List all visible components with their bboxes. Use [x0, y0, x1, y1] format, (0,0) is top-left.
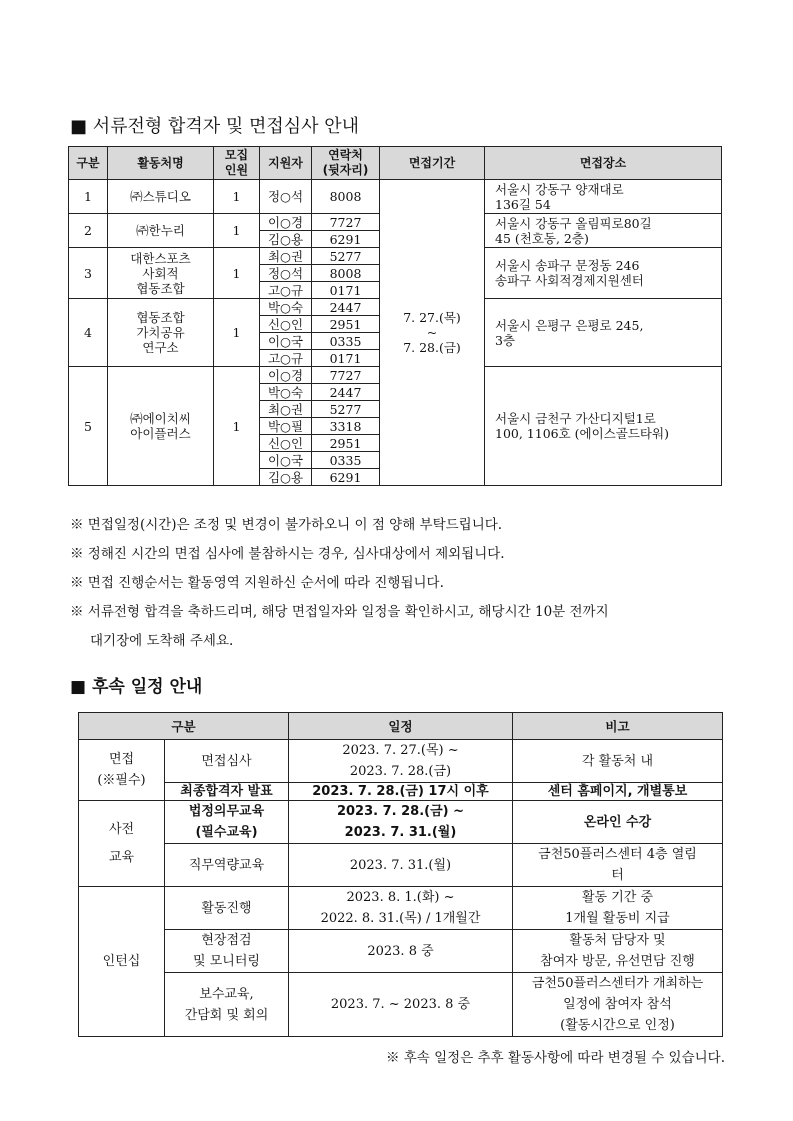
applicant-name: 이○국	[260, 452, 312, 469]
applicant-phone: 2447	[312, 299, 380, 316]
applicant-name: 이○국	[260, 333, 312, 350]
applicant-phone: 0171	[312, 350, 380, 367]
schedule-cell: 2023. 7. 31.(월)	[289, 844, 513, 887]
applicant-name: 박○숙	[260, 384, 312, 401]
note-cell: 센터 홈페이지, 개별통보	[513, 783, 723, 801]
org-name: ㈜스튜디오	[108, 180, 214, 214]
col-header: 구분	[79, 713, 289, 740]
recruit-count: 1	[214, 214, 260, 248]
col-header: 활동처명	[108, 147, 214, 180]
schedule-cell: 2023. 7. 27.(목) ~ 2023. 7. 28.(금)	[289, 740, 513, 783]
applicant-phone: 2447	[312, 384, 380, 401]
category-cell: 면접 (※필수)	[79, 740, 165, 801]
recruit-count: 1	[214, 180, 260, 214]
applicant-name: 최○권	[260, 248, 312, 265]
applicant-phone: 2951	[312, 316, 380, 333]
note-cell: 금천50플러스센터가 개최하는 일정에 참여자 참석 (활동시간으로 인정)	[513, 973, 723, 1037]
interview-period: 7. 27.(목) ~ 7. 28.(금)	[380, 180, 485, 486]
applicant-phone: 6291	[312, 469, 380, 486]
table-row	[79, 887, 723, 930]
interview-place: 서울시 강동구 양재대로 136길 54	[485, 180, 722, 214]
col-header: 연락처 (뒷자리)	[312, 147, 380, 180]
group-number: 5	[69, 367, 108, 486]
schedule-cell: 2023. 7. 28.(금) ~ 2023. 7. 31.(월)	[289, 801, 513, 844]
org-name: ㈜한누리	[108, 214, 214, 248]
applicant-phone: 8008	[312, 180, 380, 214]
applicant-name: 정○석	[260, 265, 312, 282]
interview-place: 서울시 금천구 가산디지털1로 100, 1106호 (에이스골드타워)	[485, 367, 722, 486]
applicant-name: 신○인	[260, 316, 312, 333]
recruit-count: 1	[214, 299, 260, 367]
item-cell: 직무역량교육	[165, 844, 289, 887]
applicant-name: 최○권	[260, 401, 312, 418]
category-cell: 사전 교육	[79, 801, 165, 887]
org-name: ㈜에이치씨 아이플러스	[108, 367, 214, 486]
interview-table	[68, 146, 722, 486]
category-cell: 인턴십	[79, 887, 165, 1037]
applicant-phone: 5277	[312, 401, 380, 418]
applicant-name: 이○경	[260, 214, 312, 231]
applicant-phone: 6291	[312, 231, 380, 248]
table-row	[79, 930, 723, 973]
applicant-phone: 7727	[312, 214, 380, 231]
header-row	[69, 147, 722, 180]
table-row	[69, 180, 722, 214]
group-number: 3	[69, 248, 108, 299]
note: 대기장에 도착해 주세요.	[90, 633, 234, 649]
applicant-name: 이○경	[260, 367, 312, 384]
item-cell: 보수교육, 간담회 및 회의	[165, 973, 289, 1037]
item-cell: 활동진행	[165, 887, 289, 930]
col-header: 면접기간	[380, 147, 485, 180]
applicant-name: 고○규	[260, 350, 312, 367]
applicant-name: 정○석	[260, 180, 312, 214]
col-header: 지원자	[260, 147, 312, 180]
table-row	[79, 801, 723, 844]
recruit-count: 1	[214, 248, 260, 299]
item-cell: 법정의무교육 (필수교육)	[165, 801, 289, 844]
section1-title: ■ 서류전형 합격자 및 면접심사 안내	[70, 116, 360, 137]
note: ※ 정해진 시간의 면접 심사에 불참하시는 경우, 심사대상에서 제외됩니다.	[70, 546, 505, 562]
col-header: 구분	[69, 147, 108, 180]
group-number: 1	[69, 180, 108, 214]
note: ※ 서류전형 합격을 축하드리며, 해당 면접일자와 일정을 확인하시고, 해당시간 10분 전까지	[70, 604, 609, 620]
note-cell: 활동처 담당자 및 참여자 방문, 유선면담 진행	[513, 930, 723, 973]
applicant-phone: 0335	[312, 333, 380, 350]
applicant-phone: 2951	[312, 435, 380, 452]
header-row	[79, 713, 723, 740]
schedule-cell: 2023. 7. 28.(금) 17시 이후	[289, 783, 513, 801]
applicant-name: 신○인	[260, 435, 312, 452]
applicant-phone: 0335	[312, 452, 380, 469]
applicant-phone: 7727	[312, 367, 380, 384]
schedule-table	[78, 712, 723, 1037]
note-cell: 활동 기간 중 1개월 활동비 지급	[513, 887, 723, 930]
recruit-count: 1	[214, 367, 260, 486]
section2-title: ■ 후속 일정 안내	[70, 677, 203, 697]
table-row	[79, 783, 723, 801]
interview-place: 서울시 송파구 문정동 246 송파구 사회적경제지원센터	[485, 248, 722, 299]
applicant-name: 박○필	[260, 418, 312, 435]
group-number: 4	[69, 299, 108, 367]
col-header: 일정	[289, 713, 513, 740]
col-header: 비고	[513, 713, 723, 740]
note-cell: 각 활동처 내	[513, 740, 723, 783]
table-row	[79, 740, 723, 783]
note: ※ 면접일정(시간)은 조정 및 변경이 불가하오니 이 점 양해 부탁드립니다.	[70, 517, 503, 533]
footnote: ※ 후속 일정은 추후 활동사항에 따라 변경될 수 있습니다.	[385, 1050, 725, 1066]
schedule-cell: 2023. 8. 1.(화) ~ 2022. 8. 31.(목) / 1개월간	[289, 887, 513, 930]
applicant-name: 고○규	[260, 282, 312, 299]
applicant-phone: 5277	[312, 248, 380, 265]
item-cell: 면접심사	[165, 740, 289, 783]
col-header: 모집 인원	[214, 147, 260, 180]
group-number: 2	[69, 214, 108, 248]
interview-place: 서울시 은평구 은평로 245, 3층	[485, 299, 722, 367]
note-cell: 금천50플러스센터 4층 열림 터	[513, 844, 723, 887]
note-cell: 온라인 수강	[513, 801, 723, 844]
schedule-cell: 2023. 7. ~ 2023. 8 중	[289, 973, 513, 1037]
interview-place: 서울시 강동구 올림픽로80길 45 (천호동, 2층)	[485, 214, 722, 248]
org-name: 대한스포츠 사회적 협동조합	[108, 248, 214, 299]
notes	[70, 514, 730, 659]
applicant-name: 김○용	[260, 231, 312, 248]
applicant-name: 김○용	[260, 469, 312, 486]
item-cell: 최종합격자 발표	[165, 783, 289, 801]
schedule-cell: 2023. 8 중	[289, 930, 513, 973]
applicant-phone: 8008	[312, 265, 380, 282]
org-name: 협동조합 가치공유 연구소	[108, 299, 214, 367]
applicant-phone: 0171	[312, 282, 380, 299]
note: ※ 면접 진행순서는 활동영역 지원하신 순서에 따라 진행됩니다.	[70, 575, 444, 591]
item-cell: 현장점검 및 모니터링	[165, 930, 289, 973]
table-row	[79, 973, 723, 1037]
table-row	[79, 844, 723, 887]
applicant-name: 박○숙	[260, 299, 312, 316]
applicant-phone: 3318	[312, 418, 380, 435]
col-header: 면접장소	[485, 147, 722, 180]
